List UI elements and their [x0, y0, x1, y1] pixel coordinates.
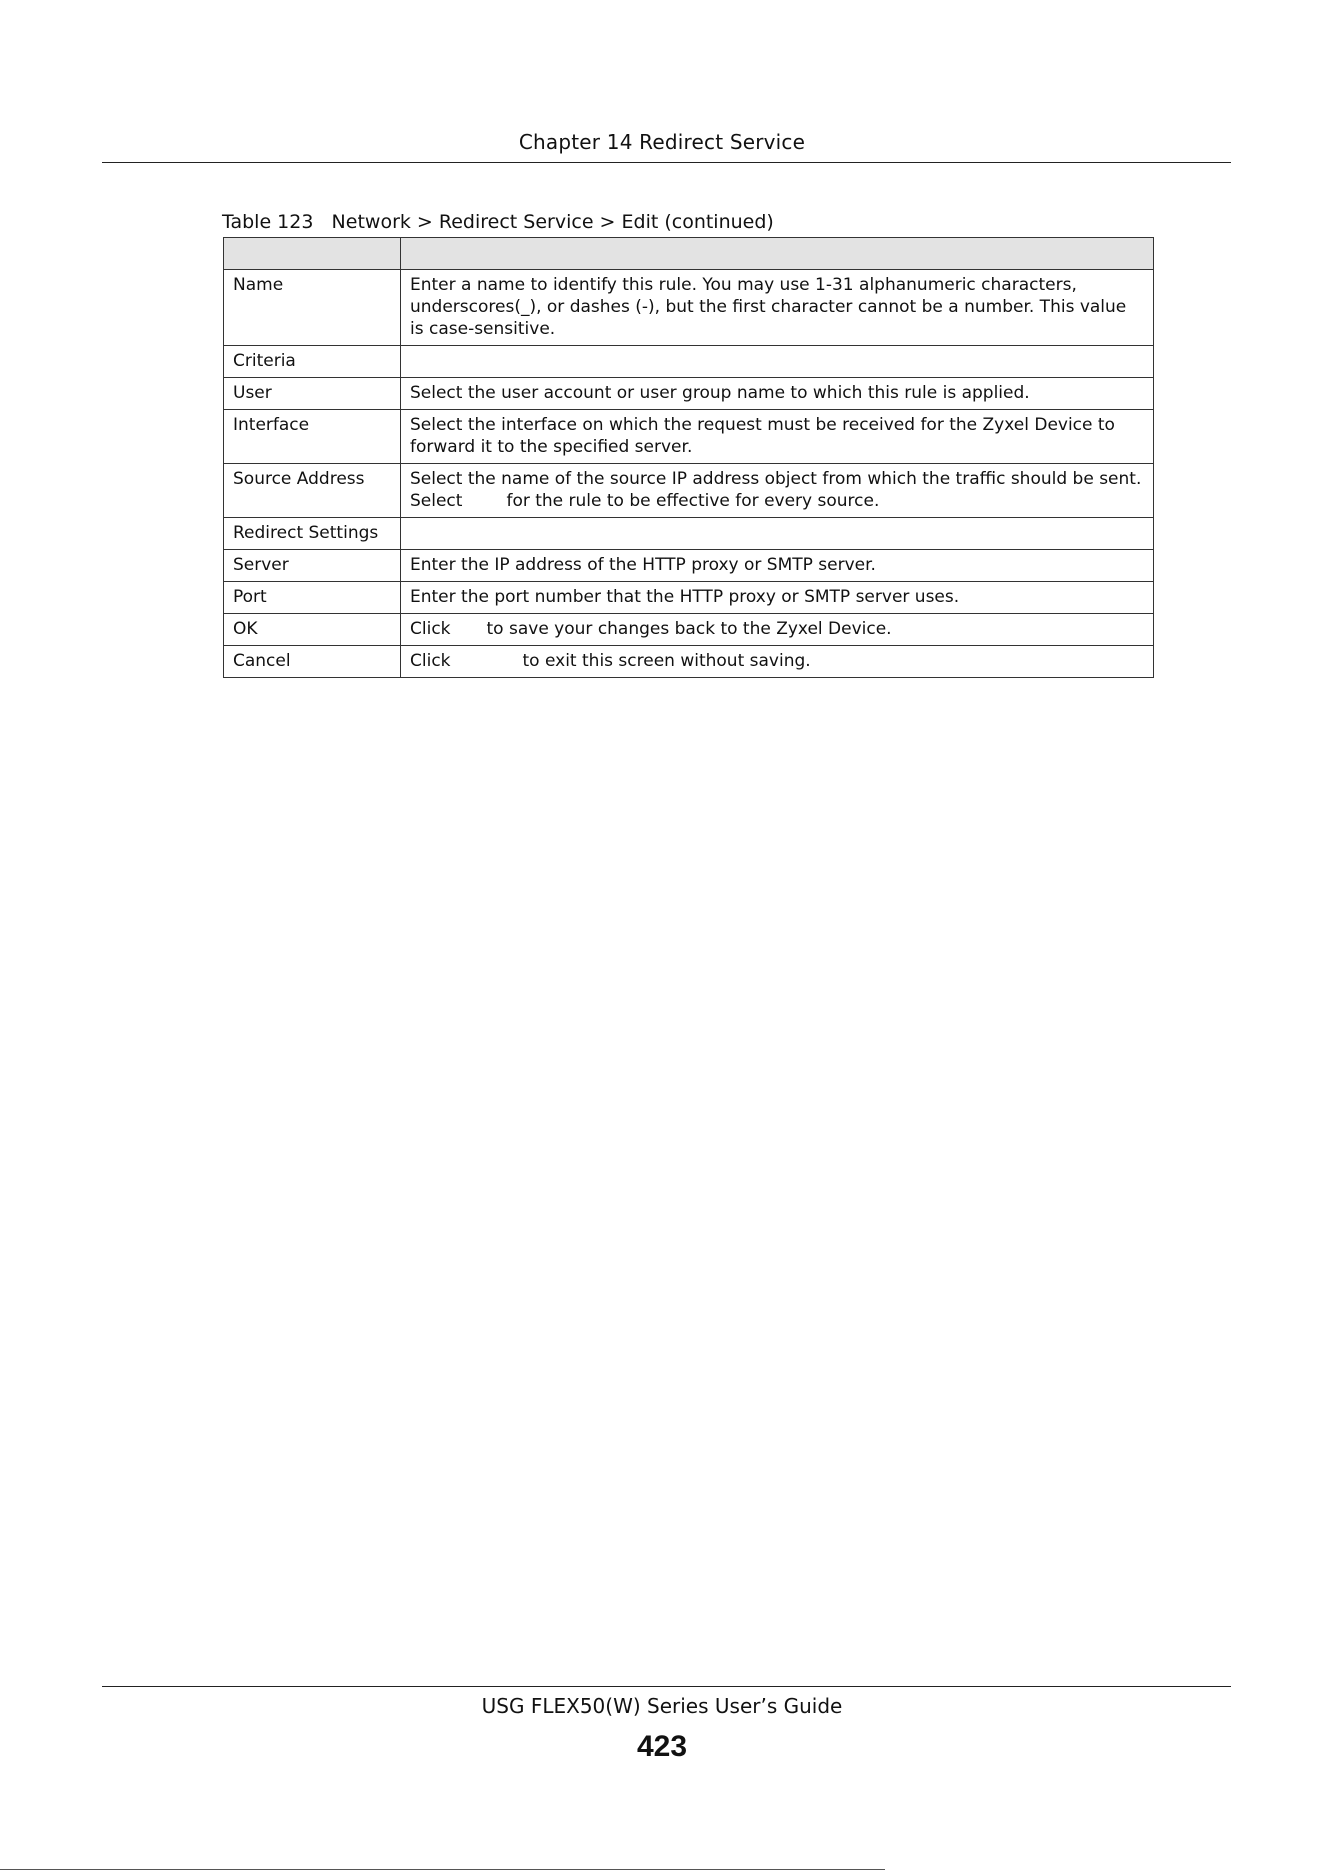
row-label-source-address: Source Address: [224, 464, 401, 518]
row-description-ok: [401, 614, 1154, 646]
row-description-name: Enter a name to identify this rule. You may use 1-31 alphanumeric characters, underscores(_), or dashes (-), but the first character cannot be a number. This value is case-sensitive.: [401, 270, 1154, 346]
header-cell-label: [224, 238, 401, 270]
row-label-port: Port: [224, 582, 401, 614]
row-label-name: Name: [224, 270, 401, 346]
field-description-table: [223, 237, 1154, 678]
row-label-criteria: Criteria: [224, 346, 401, 378]
description-part: Click: [410, 619, 451, 639]
table-row: [224, 518, 1154, 550]
table-row: [224, 346, 1154, 378]
row-label-user: User: [224, 378, 401, 410]
page-number: 423: [636, 1730, 688, 1763]
table-row: [224, 614, 1154, 646]
row-description-port: Enter the port number that the HTTP proxy or SMTP server uses.: [401, 582, 1154, 614]
table-row: [224, 550, 1154, 582]
row-label-redirect-settings: Redirect Settings: [224, 518, 401, 550]
row-description-criteria: [401, 346, 1154, 378]
row-label-ok: OK: [224, 614, 401, 646]
header-divider: [102, 162, 1231, 163]
row-label-cancel: Cancel: [224, 646, 401, 678]
description-part: to save your changes back to the Zyxel Device.: [486, 619, 892, 639]
table-row: [224, 410, 1154, 464]
row-description-source-address: [401, 464, 1154, 518]
table-row: [224, 464, 1154, 518]
table-row: [224, 582, 1154, 614]
table-caption: Table 123 Network > Redirect Service > Edit (continued): [222, 211, 774, 233]
page-bottom-edge: [0, 1869, 885, 1870]
description-part: to exit this screen without saving.: [522, 651, 811, 671]
row-description-redirect-settings: [401, 518, 1154, 550]
footer-divider: [102, 1686, 1231, 1687]
row-description-server: Enter the IP address of the HTTP proxy or SMTP server.: [401, 550, 1154, 582]
row-description-cancel: [401, 646, 1154, 678]
table-row: [224, 378, 1154, 410]
row-description-user: Select the user account or user group name to which this rule is applied.: [401, 378, 1154, 410]
table-header-row: [224, 238, 1154, 270]
row-description-interface: Select the interface on which the request must be received for the Zyxel Device to forward it to the specified server.: [401, 410, 1154, 464]
guide-title: USG FLEX50(W) Series User’s Guide: [481, 1694, 843, 1718]
chapter-title: Chapter 14 Redirect Service: [518, 130, 806, 154]
description-part: Click: [410, 651, 451, 671]
description-part: Select the name of the source IP address object from which the traffic should be sent. Select: [410, 469, 1142, 511]
row-label-interface: Interface: [224, 410, 401, 464]
table-row: [224, 646, 1154, 678]
table-row: [224, 270, 1154, 346]
description-part: for the rule to be effective for every source.: [506, 491, 880, 511]
row-label-server: Server: [224, 550, 401, 582]
header-cell-description: [401, 238, 1154, 270]
